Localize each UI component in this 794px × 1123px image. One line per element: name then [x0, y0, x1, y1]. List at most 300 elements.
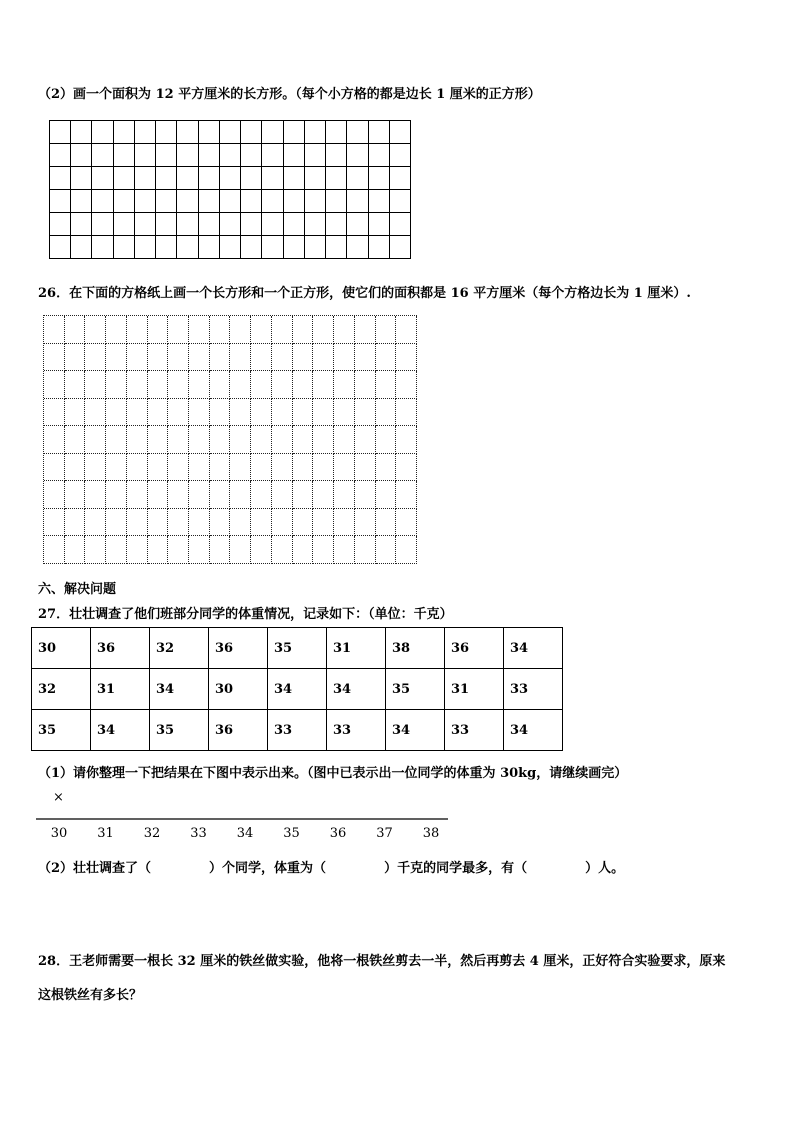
grid-cell[interactable]	[50, 144, 71, 167]
grid-cell[interactable]	[313, 481, 334, 509]
grid-cell[interactable]	[210, 481, 231, 509]
grid-cell[interactable]	[65, 536, 86, 564]
grid-cell[interactable]	[65, 344, 86, 372]
grid-cell[interactable]	[127, 509, 148, 537]
grid-cell[interactable]	[148, 509, 169, 537]
grid-cell[interactable]	[376, 481, 397, 509]
grid-cell[interactable]	[313, 426, 334, 454]
grid-cell[interactable]	[92, 236, 113, 259]
grid-cell[interactable]	[334, 481, 355, 509]
grid-cell[interactable]	[114, 144, 135, 167]
grid-cell[interactable]	[71, 144, 92, 167]
grid-cell[interactable]	[156, 144, 177, 167]
axis-tick-label: 36	[329, 826, 347, 841]
grid-cell[interactable]	[241, 190, 262, 213]
grid-cell[interactable]	[220, 167, 241, 190]
grid-cell[interactable]	[65, 454, 86, 482]
table-cell: 30	[32, 628, 91, 669]
grid-cell[interactable]	[390, 213, 411, 236]
grid-cell[interactable]	[251, 371, 272, 399]
table-cell: 34	[268, 669, 327, 710]
grid-cell[interactable]	[168, 344, 189, 372]
grid-cell[interactable]	[65, 316, 86, 344]
grid-cell[interactable]	[262, 190, 283, 213]
grid-cell[interactable]	[85, 509, 106, 537]
grid-cell[interactable]	[284, 167, 305, 190]
grid-cell[interactable]	[135, 213, 156, 236]
table-cell: 34	[386, 710, 445, 751]
grid-cell[interactable]	[135, 236, 156, 259]
grid-cell[interactable]	[106, 426, 127, 454]
grid-cell[interactable]	[177, 121, 198, 144]
grid-cell[interactable]	[396, 371, 417, 399]
grid-cell[interactable]	[347, 213, 368, 236]
grid-cell[interactable]	[230, 399, 251, 427]
grid-cell[interactable]	[334, 399, 355, 427]
table-cell: 32	[150, 628, 209, 669]
table-cell: 38	[386, 628, 445, 669]
grid-cell[interactable]	[334, 426, 355, 454]
grid-cell[interactable]	[272, 426, 293, 454]
grid-cell[interactable]	[390, 167, 411, 190]
grid-cell[interactable]	[189, 481, 210, 509]
grid-cell[interactable]	[369, 121, 390, 144]
grid-cell[interactable]	[220, 144, 241, 167]
grid-cell[interactable]	[326, 144, 347, 167]
grid-cell[interactable]	[293, 536, 314, 564]
grid-cell[interactable]	[396, 344, 417, 372]
grid-cell[interactable]	[390, 190, 411, 213]
grid-cell[interactable]	[305, 144, 326, 167]
grid-cell[interactable]	[71, 236, 92, 259]
grid-cell[interactable]	[189, 426, 210, 454]
grid-cell[interactable]	[85, 371, 106, 399]
grid-cell[interactable]	[50, 236, 71, 259]
grid-cell[interactable]	[293, 399, 314, 427]
grid-cell[interactable]	[71, 167, 92, 190]
grid-cell[interactable]	[199, 190, 220, 213]
grid-cell[interactable]	[305, 121, 326, 144]
grid-cell[interactable]	[230, 426, 251, 454]
axis-tick-label: 33	[190, 826, 207, 841]
grid-cell[interactable]	[347, 236, 368, 259]
grid-cell[interactable]	[148, 316, 169, 344]
grid-cell[interactable]	[199, 236, 220, 259]
grid-cell[interactable]	[376, 399, 397, 427]
grid-cell[interactable]	[177, 236, 198, 259]
grid-cell[interactable]	[148, 399, 169, 427]
table-cell: 36	[91, 628, 150, 669]
table-cell: 35	[268, 628, 327, 669]
grid-cell[interactable]	[369, 167, 390, 190]
grid-cell[interactable]	[369, 213, 390, 236]
q27-part2-c: ）千克的同学最多，有（	[384, 861, 528, 876]
grid-cell[interactable]	[127, 536, 148, 564]
grid-cell[interactable]	[262, 144, 283, 167]
grid-cell[interactable]	[106, 316, 127, 344]
grid-cell[interactable]	[189, 454, 210, 482]
grid-cell[interactable]	[210, 509, 231, 537]
grid-cell[interactable]	[65, 509, 86, 537]
grid-cell[interactable]	[50, 167, 71, 190]
grid-cell[interactable]	[44, 536, 65, 564]
grid-cell[interactable]	[334, 316, 355, 344]
grid-cell[interactable]	[313, 399, 334, 427]
grid-cell[interactable]	[71, 213, 92, 236]
grid-cell[interactable]	[390, 121, 411, 144]
q27-text: 27．壮壮调查了他们班部分同学的体重情况，记录如下：（单位：千克）	[38, 607, 453, 622]
grid-cell[interactable]	[313, 316, 334, 344]
grid-cell[interactable]	[251, 454, 272, 482]
grid-cell[interactable]	[293, 426, 314, 454]
grid-cell[interactable]	[396, 454, 417, 482]
grid-cell[interactable]	[293, 344, 314, 372]
grid-cell[interactable]	[313, 454, 334, 482]
grid-cell[interactable]	[262, 236, 283, 259]
grid-cell[interactable]	[376, 509, 397, 537]
grid-cell[interactable]	[355, 481, 376, 509]
grid-cell[interactable]	[106, 536, 127, 564]
grid-cell[interactable]	[272, 509, 293, 537]
grid-cell[interactable]	[230, 536, 251, 564]
grid-cell[interactable]	[127, 481, 148, 509]
grid-cell[interactable]	[168, 371, 189, 399]
grid-cell[interactable]	[396, 509, 417, 537]
grid-cell[interactable]	[396, 426, 417, 454]
grid-cell[interactable]	[127, 399, 148, 427]
grid-cell[interactable]	[284, 190, 305, 213]
grid-cell[interactable]	[220, 121, 241, 144]
grid-cell[interactable]	[313, 344, 334, 372]
grid-cell[interactable]	[168, 399, 189, 427]
grid-cell[interactable]	[92, 213, 113, 236]
grid-cell[interactable]	[251, 481, 272, 509]
grid-cell[interactable]	[284, 144, 305, 167]
grid-cell[interactable]	[148, 536, 169, 564]
grid-cell[interactable]	[326, 190, 347, 213]
grid-cell[interactable]	[189, 399, 210, 427]
grid-cell[interactable]	[220, 190, 241, 213]
grid-cell[interactable]	[251, 344, 272, 372]
grid-cell[interactable]	[241, 121, 262, 144]
table-cell: 31	[327, 628, 386, 669]
grid-cell[interactable]	[50, 190, 71, 213]
table-row	[32, 710, 563, 751]
grid-cell[interactable]	[347, 167, 368, 190]
table-cell: 31	[445, 669, 504, 710]
grid-cell[interactable]	[114, 167, 135, 190]
grid-cell[interactable]	[220, 213, 241, 236]
grid-cell[interactable]	[177, 190, 198, 213]
grid-cell[interactable]	[347, 121, 368, 144]
grid-cell[interactable]	[241, 144, 262, 167]
grid-cell[interactable]	[85, 344, 106, 372]
grid-cell[interactable]	[199, 167, 220, 190]
grid-cell[interactable]	[284, 236, 305, 259]
table-cell: 34	[91, 710, 150, 751]
grid-cell[interactable]	[210, 454, 231, 482]
grid-cell[interactable]	[85, 316, 106, 344]
table-cell: 31	[91, 669, 150, 710]
table-cell: 33	[268, 710, 327, 751]
grid-cell[interactable]	[355, 344, 376, 372]
grid-cell[interactable]	[168, 316, 189, 344]
grid-cell[interactable]	[230, 509, 251, 537]
grid-cell[interactable]	[106, 344, 127, 372]
grid-cell[interactable]	[220, 236, 241, 259]
grid-cell[interactable]	[106, 509, 127, 537]
grid-cell[interactable]	[85, 426, 106, 454]
grid-cell[interactable]	[272, 371, 293, 399]
grid-cell[interactable]	[127, 426, 148, 454]
grid-cell[interactable]	[135, 167, 156, 190]
grid-cell[interactable]	[44, 399, 65, 427]
grid-cell[interactable]	[168, 536, 189, 564]
grid-cell[interactable]	[44, 316, 65, 344]
grid-cell[interactable]	[65, 371, 86, 399]
grid-cell[interactable]	[334, 371, 355, 399]
grid-cell[interactable]	[230, 316, 251, 344]
grid-cell[interactable]	[189, 509, 210, 537]
grid-cell[interactable]	[305, 213, 326, 236]
grid-cell[interactable]	[293, 454, 314, 482]
axis-tick-label: 35	[283, 826, 300, 841]
grid-cell[interactable]	[326, 236, 347, 259]
grid-cell[interactable]	[326, 213, 347, 236]
grid-cell[interactable]	[156, 236, 177, 259]
q28-line1: 28．王老师需要一根长 32 厘米的铁丝做实验，他将一根铁丝剪去一半，然后再剪去 4 厘米，正好符合实验要求，原来	[38, 954, 726, 969]
grid-cell[interactable]	[305, 236, 326, 259]
grid-cell[interactable]	[334, 454, 355, 482]
grid-cell[interactable]	[376, 426, 397, 454]
grid-cell[interactable]	[241, 167, 262, 190]
grid-cell[interactable]	[106, 481, 127, 509]
grid-cell[interactable]	[230, 454, 251, 482]
grid-cell[interactable]	[148, 344, 169, 372]
grid-cell[interactable]	[347, 144, 368, 167]
grid-cell[interactable]	[251, 509, 272, 537]
grid-cell[interactable]	[326, 121, 347, 144]
grid-cell[interactable]	[334, 509, 355, 537]
grid-cell[interactable]	[177, 213, 198, 236]
grid-cell[interactable]	[85, 454, 106, 482]
grid-cell[interactable]	[272, 316, 293, 344]
grid-cell[interactable]	[376, 371, 397, 399]
grid-cell[interactable]	[85, 481, 106, 509]
grid-cell[interactable]	[189, 316, 210, 344]
grid-cell[interactable]	[390, 144, 411, 167]
grid-cell[interactable]	[326, 167, 347, 190]
grid-cell[interactable]	[313, 536, 334, 564]
axis-tick-label: 34	[236, 826, 254, 841]
grid-cell[interactable]	[168, 426, 189, 454]
grid-cell[interactable]	[127, 344, 148, 372]
table-cell: 33	[504, 669, 563, 710]
grid-cell[interactable]	[293, 316, 314, 344]
grid-cell[interactable]	[199, 213, 220, 236]
grid-cell[interactable]	[376, 316, 397, 344]
table-cell: 34	[504, 628, 563, 669]
grid-cell[interactable]	[127, 454, 148, 482]
grid-cell[interactable]	[241, 236, 262, 259]
grid-cell[interactable]	[114, 121, 135, 144]
grid-cell[interactable]	[168, 509, 189, 537]
grid-cell[interactable]	[293, 509, 314, 537]
grid-cell[interactable]	[199, 144, 220, 167]
grid-cell[interactable]	[127, 316, 148, 344]
grid-cell[interactable]	[44, 481, 65, 509]
grid-cell[interactable]	[148, 426, 169, 454]
grid-cell[interactable]	[50, 121, 71, 144]
q27-part2-a: （2）壮壮调查了（	[38, 861, 152, 876]
grid-cell[interactable]	[114, 213, 135, 236]
grid-cell[interactable]	[71, 190, 92, 213]
grid-cell[interactable]	[230, 481, 251, 509]
table-cell: 34	[327, 669, 386, 710]
grid-cell[interactable]	[284, 213, 305, 236]
grid-cell[interactable]	[334, 536, 355, 564]
grid-cell[interactable]	[114, 236, 135, 259]
grid-cell[interactable]	[355, 454, 376, 482]
grid-cell[interactable]	[135, 190, 156, 213]
axis-tick-label: 37	[376, 826, 393, 841]
grid-cell[interactable]	[355, 509, 376, 537]
grid-cell[interactable]	[355, 399, 376, 427]
grid-cell[interactable]	[92, 190, 113, 213]
grid-cell[interactable]	[347, 190, 368, 213]
grid-cell[interactable]	[106, 454, 127, 482]
grid-cell[interactable]	[135, 121, 156, 144]
grid-cell[interactable]	[272, 344, 293, 372]
grid-cell[interactable]	[390, 236, 411, 259]
grid-cell[interactable]	[305, 190, 326, 213]
grid-cell[interactable]	[376, 344, 397, 372]
grid-cell[interactable]	[313, 371, 334, 399]
grid-cell[interactable]	[396, 316, 417, 344]
grid-cell[interactable]	[355, 371, 376, 399]
grid-cell[interactable]	[71, 121, 92, 144]
grid-cell[interactable]	[272, 536, 293, 564]
grid-cell[interactable]	[168, 454, 189, 482]
grid-cell[interactable]	[230, 371, 251, 399]
grid-cell[interactable]	[262, 167, 283, 190]
grid-cell[interactable]	[156, 190, 177, 213]
grid-cell[interactable]	[85, 536, 106, 564]
grid-cell[interactable]	[396, 399, 417, 427]
grid-cell[interactable]	[251, 316, 272, 344]
grid-cell[interactable]	[189, 344, 210, 372]
grid-cell[interactable]	[65, 426, 86, 454]
grid-cell[interactable]	[369, 144, 390, 167]
grid-cell[interactable]	[156, 121, 177, 144]
grid-cell[interactable]	[262, 213, 283, 236]
grid-cell[interactable]	[284, 121, 305, 144]
axis-tick-label: 31	[97, 826, 114, 841]
number-line[interactable]	[36, 815, 450, 823]
grid-cell[interactable]	[135, 144, 156, 167]
grid-cell[interactable]	[396, 481, 417, 509]
grid-cell[interactable]	[210, 536, 231, 564]
grid-cell[interactable]	[230, 344, 251, 372]
grid-cell[interactable]	[376, 536, 397, 564]
grid-cell[interactable]	[272, 399, 293, 427]
grid-cell[interactable]	[210, 371, 231, 399]
grid-cell[interactable]	[177, 167, 198, 190]
grid-cell[interactable]	[210, 344, 231, 372]
grid-cell[interactable]	[44, 454, 65, 482]
section-6-heading: 六、解决问题	[38, 582, 117, 597]
grid-cell[interactable]	[272, 454, 293, 482]
grid-cell[interactable]	[210, 316, 231, 344]
q26-text: 26．在下面的方格纸上画一个长方形和一个正方形，使它们的面积都是 16 平方厘米（每个方格边长为 1 厘米）.	[38, 286, 691, 301]
grid-cell[interactable]	[177, 144, 198, 167]
grid-cell[interactable]	[85, 399, 106, 427]
grid-cell[interactable]	[369, 190, 390, 213]
grid-cell[interactable]	[127, 371, 148, 399]
grid-cell[interactable]	[376, 454, 397, 482]
grid-cell[interactable]	[210, 426, 231, 454]
grid-cell[interactable]	[355, 316, 376, 344]
axis-tick-label: 30	[50, 826, 68, 841]
grid-cell[interactable]	[44, 509, 65, 537]
grid-cell[interactable]	[92, 121, 113, 144]
grid-cell[interactable]	[251, 426, 272, 454]
grid-cell[interactable]	[114, 190, 135, 213]
grid-cell[interactable]	[44, 371, 65, 399]
grid-cell[interactable]	[251, 399, 272, 427]
grid-cell[interactable]	[313, 509, 334, 537]
grid-cell[interactable]	[156, 213, 177, 236]
grid-cell[interactable]	[369, 236, 390, 259]
grid-cell[interactable]	[156, 167, 177, 190]
grid-cell[interactable]	[50, 213, 71, 236]
table-cell: 35	[32, 710, 91, 751]
grid-cell[interactable]	[293, 481, 314, 509]
grid-cell[interactable]	[189, 536, 210, 564]
table-cell: 34	[504, 710, 563, 751]
grid-cell[interactable]	[148, 371, 169, 399]
grid-cell[interactable]	[148, 454, 169, 482]
grid-cell[interactable]	[44, 426, 65, 454]
grid-cell[interactable]	[396, 536, 417, 564]
grid-cell[interactable]	[334, 344, 355, 372]
grid-cell[interactable]	[106, 371, 127, 399]
grid-cell[interactable]	[168, 481, 189, 509]
grid-cell[interactable]	[293, 371, 314, 399]
grid-cell[interactable]	[355, 426, 376, 454]
grid-cell[interactable]	[355, 536, 376, 564]
grid-cell[interactable]	[262, 121, 283, 144]
grid-cell[interactable]	[44, 344, 65, 372]
weights-table	[31, 627, 563, 751]
grid-cell[interactable]	[199, 121, 220, 144]
grid-cell[interactable]	[92, 167, 113, 190]
solid-grid[interactable]	[49, 120, 411, 259]
grid-cell[interactable]	[148, 481, 169, 509]
plot-marker-x: ×	[53, 790, 64, 805]
dotted-grid[interactable]	[43, 315, 417, 564]
grid-cell[interactable]	[251, 536, 272, 564]
grid-cell[interactable]	[210, 399, 231, 427]
grid-cell[interactable]	[65, 481, 86, 509]
grid-cell[interactable]	[189, 371, 210, 399]
grid-cell[interactable]	[241, 213, 262, 236]
grid-cell[interactable]	[65, 399, 86, 427]
grid-cell[interactable]	[106, 399, 127, 427]
grid-cell[interactable]	[272, 481, 293, 509]
grid-cell[interactable]	[92, 144, 113, 167]
grid-cell[interactable]	[305, 167, 326, 190]
